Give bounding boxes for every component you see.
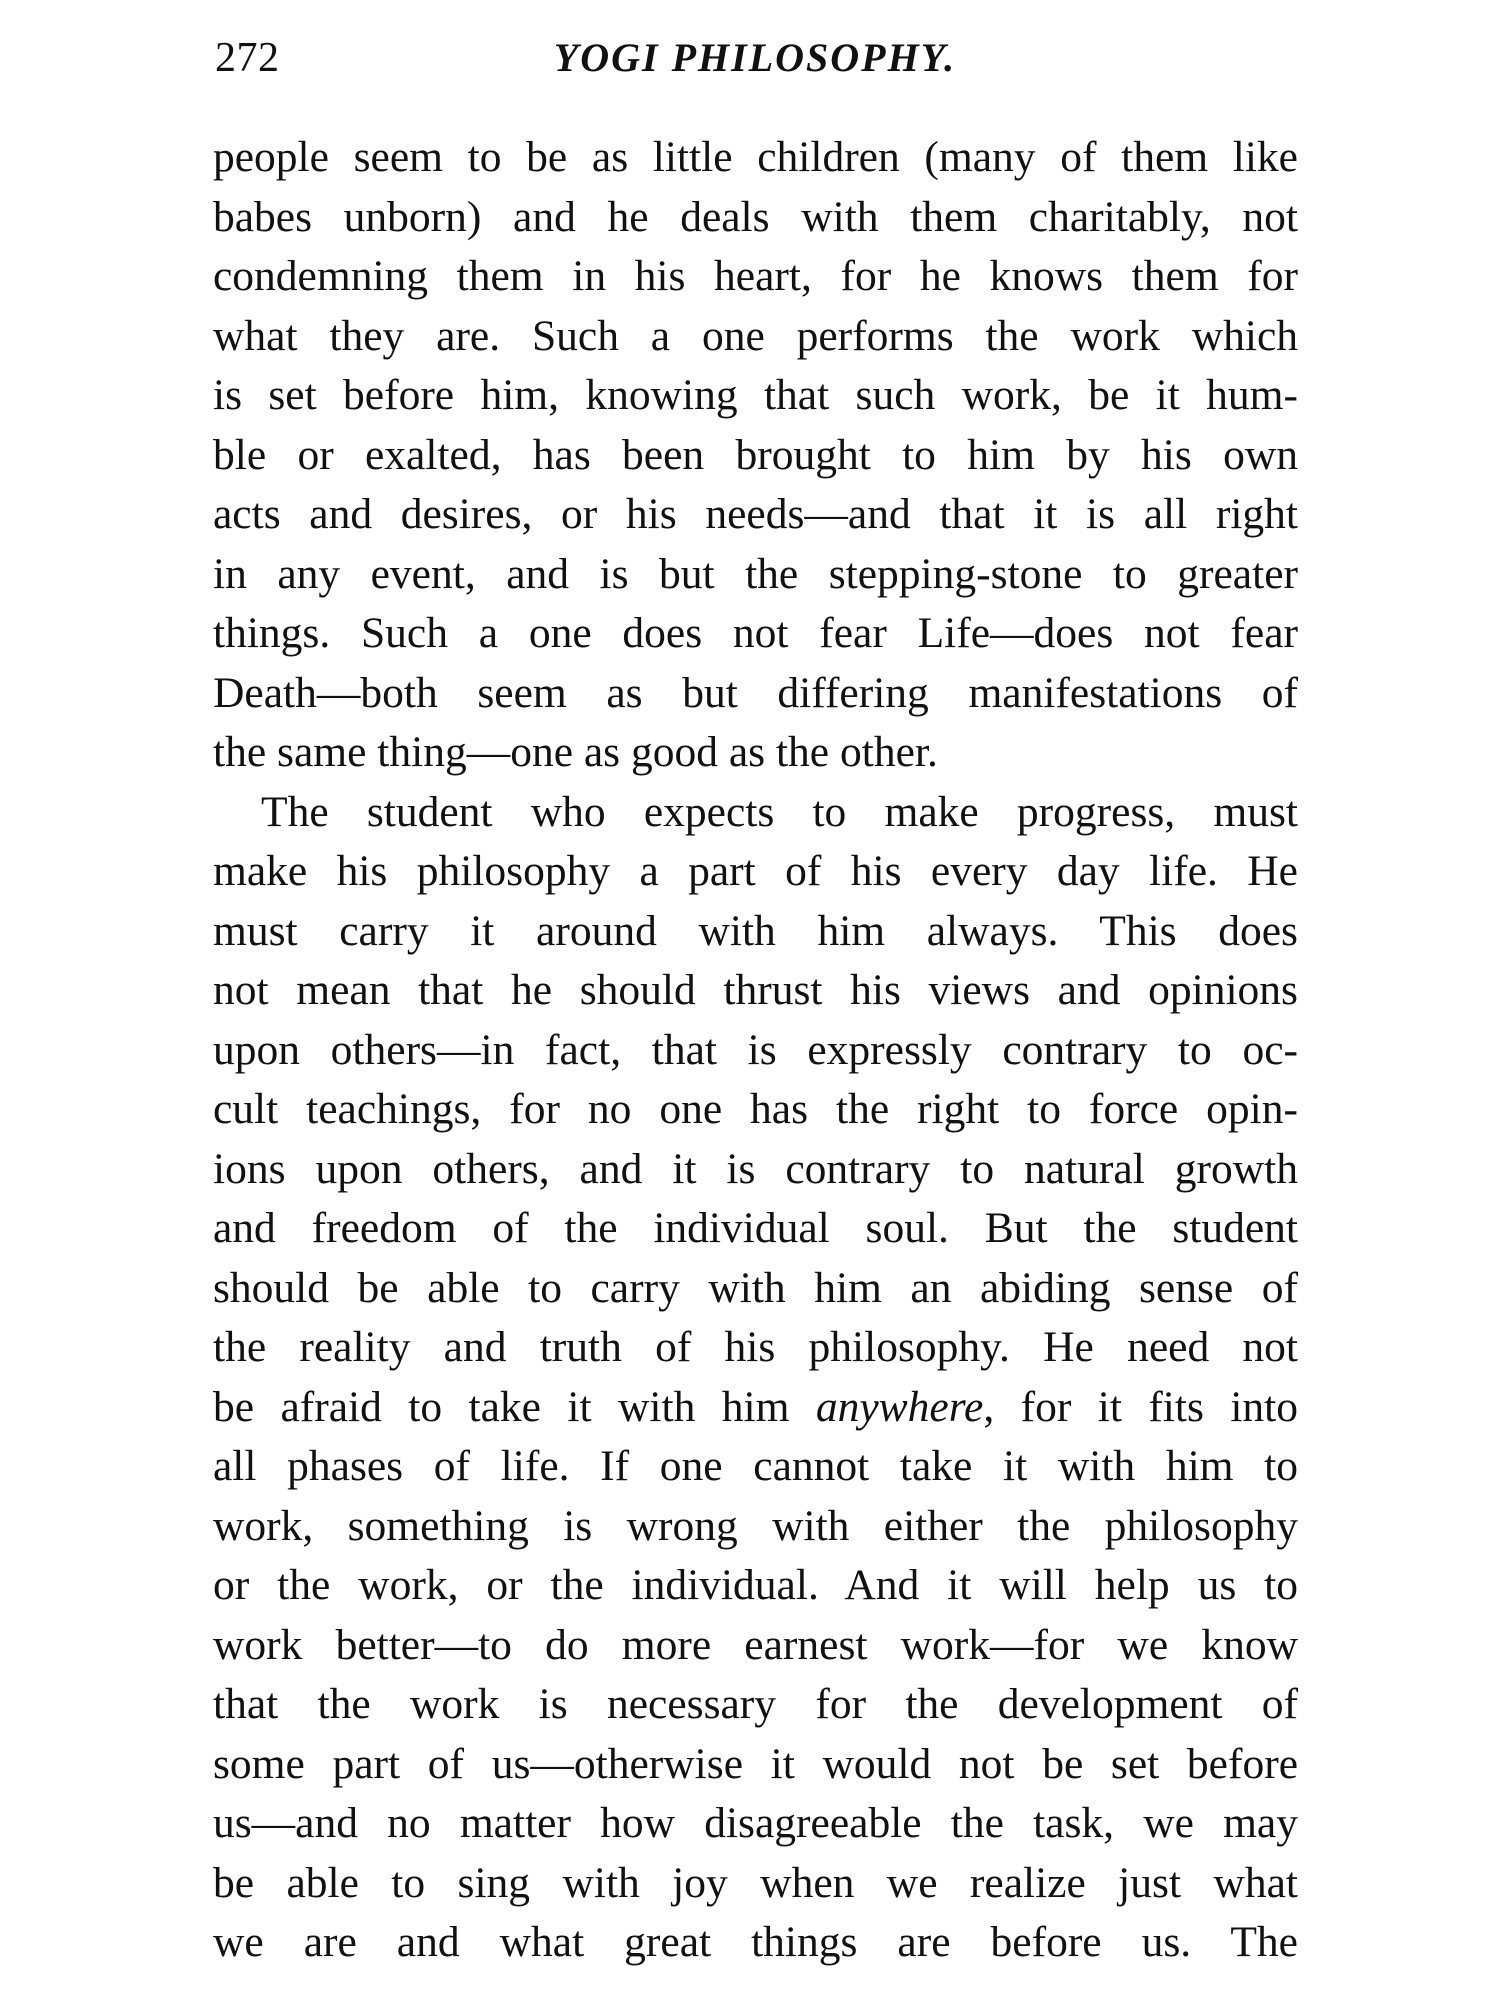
text-line: make his philosophy a part of his every day life. He <box>213 847 1298 895</box>
text-line: be able to sing with joy when we realize just what <box>213 1858 1298 1907</box>
text-line: ble or exalted, has been brought to him by his own <box>213 430 1298 479</box>
text-line: the same thing—one as good as the other. <box>213 728 938 776</box>
text-line: some part of us—otherwise it would not be set before <box>213 1739 1298 1788</box>
text-line: things. Such a one does not fear Life—does not fear <box>213 609 1298 657</box>
text-line: condemning them in his heart, for he knows them for <box>213 252 1298 300</box>
running-head <box>215 28 1295 88</box>
text-line: be afraid to take it with him anywhere, for it fits into <box>213 1382 1298 1431</box>
text-line: work better—to do more earnest work—for we know <box>213 1620 1298 1669</box>
text-line: upon others—in fact, that is expressly contrary to oc- <box>213 1025 1298 1074</box>
text-line: The student who expects to make progress, must <box>261 787 1298 836</box>
text-line: babes unborn) and he deals with them charitably, not <box>213 192 1298 241</box>
text-line: what they are. Such a one performs the work which <box>213 311 1298 360</box>
emphasis: anywhere <box>815 1382 984 1431</box>
text-line: in any event, and is but the stepping-stone to greater <box>213 549 1298 598</box>
text-line: and freedom of the individual soul. But the student <box>213 1204 1298 1252</box>
text-line: that the work is necessary for the development of <box>213 1680 1298 1728</box>
text-line: we are and what great things are before us. The <box>213 1918 1298 1966</box>
text-line: not mean that he should thrust his views and opinions <box>213 966 1298 1014</box>
text-line: or the work, or the individual. And it will help us to <box>213 1561 1298 1609</box>
text-line: must carry it around with him always. This does <box>213 906 1298 955</box>
text-line: acts and desires, or his needs—and that it is all right <box>213 490 1298 538</box>
book-title: YOGI PHILOSOPHY. <box>553 35 957 80</box>
text-line: all phases of life. If one cannot take it with him to <box>213 1442 1298 1490</box>
page-number: 272 <box>215 35 280 81</box>
text-line: people seem to be as little children (many of them like <box>213 133 1298 181</box>
text-line: work, something is wrong with either the philosophy <box>213 1501 1298 1550</box>
text-line: us—and no matter how disagreeable the task, we may <box>213 1799 1298 1847</box>
body-text <box>213 128 1298 1973</box>
text-line: Death—both seem as but differing manifestations of <box>213 668 1298 717</box>
text-line: should be able to carry with him an abiding sense of <box>213 1263 1298 1312</box>
text-line: the reality and truth of his philosophy. He need not <box>213 1323 1298 1371</box>
text-line: cult teachings, for no one has the right to force opin- <box>213 1085 1298 1133</box>
text-line: ions upon others, and it is contrary to natural growth <box>213 1144 1298 1193</box>
text-line: is set before him, knowing that such work, be it hum- <box>213 371 1298 419</box>
